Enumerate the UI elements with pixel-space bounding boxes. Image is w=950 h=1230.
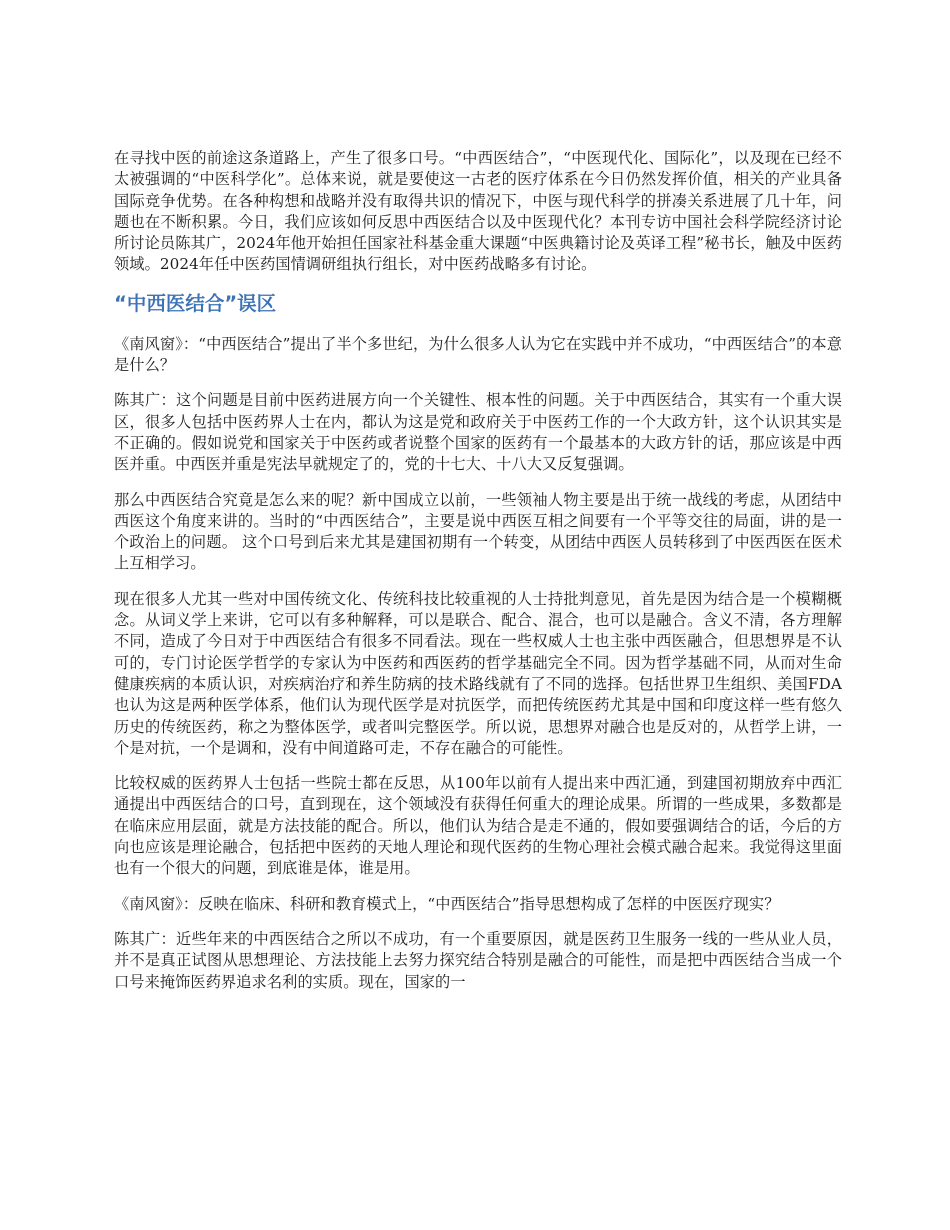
body-paragraph: 比较权威的医药界人士包括一些院士都在反思，从100年以前有人提出来中西汇通，到建国初期放弃中西汇通提出中西医结合的口号，直到现在，这个领域没有获得任何重大的理论成果。所谓的一些成果，多数都是在临床应用层面，就是方法技能的配合。所以，他们认为结合是走不通的，假如要强调结合的话，今后的方向也应该是理论融合，包括把中医药的天地人理论和现代医药的生物心理社会模式融合起来。我觉得这里面也有一个很大的问题，到底谁是体，谁是用。: [114, 774, 842, 878]
question-paragraph: 《南风窗》：反映在临床、科研和教育模式上，“中西医结合”指导思想构成了怎样的中医医疗现实？: [114, 894, 780, 913]
answer-paragraph: 陈其广：近些年来的中西医结合之所以不成功，有一个重要原因，就是医药卫生服务一线的一些从业人员，并不是真正试图从思想理论、方法技能上去努力探究结合特别是融合的可能性，而是把中西医结合当成一个口号来掩饰医药界追求名利的实质。现在，国家的一: [114, 929, 842, 991]
answer-paragraph: 陈其广：这个问题是目前中医药进展方向一个关键性、根本性的问题。关于中西医结合，其实有一个重大误区，很多人包括中医药界人士在内，都认为这是党和政府关于中医药工作的一个大政方针，这个认识其实是不正确的。假如说党和国家关于中医药或者说整个国家的医药有一个最基本的大政方针的话，那应该是中西医并重。中西医并重是宪法早就规定了的，党的十七大、十八大又反复强调。: [114, 391, 842, 474]
intro-paragraph: 在寻找中医的前途这条道路上，产生了很多口号。“中西医结合”，“中医现代化、国际化”，以及现在已经不太被强调的“中医科学化”。总体来说，就是要使这一古老的医疗体系在今日仍然发挥价值，相关的产业具备国际竞争优势。在各种构想和战略并没有取得共识的情况下，中医与现代科学的拼凑关系进展了几十年，问题也在不断积累。今日，我们应该如何反思中西医结合以及中医现代化？本刊专访中国社会科学院经济讨论所讨论员陈其广，2024年他开始担任国家社科基金重大课题“中医典籍讨论及英译工程”秘书长，触及中医药领域。2024年任中医药国情调研组执行组长，对中医药战略多有讨论。: [114, 149, 842, 274]
question-paragraph: 《南风窗》：“中西医结合”提出了半个多世纪，为什么很多人认为它在实践中并不成功，“中西医结合”的本意是什么？: [114, 334, 842, 375]
body-paragraph: 那么中西医结合究竟是怎么来的呢？新中国成立以前，一些领袖人物主要是出于统一战线的考虑，从团结中西医这个角度来讲的。当时的“中西医结合”，主要是说中西医互相之间要有一个平等交往的局面，讲的是一个政治上的问题。 这个口号到后来尤其是建国初期有一个转变，从团结中西医人员转移到了中医西医在医术上互相学习。: [114, 490, 842, 573]
article-page: [114, 148, 842, 1007]
body-paragraph: 现在很多人尤其一些对中国传统文化、传统科技比较重视的人士持批判意见，首先是因为结合是一个模糊概念。从词义学上来讲，它可以有多种解释，可以是联合、配合、混合，也可以是融合。含义不清，各方理解不同，造成了今日对于中西医结合有很多不同看法。现在一些权威人士也主张中西医融合，但思想界是不认可的，专门讨论医学哲学的专家认为中医药和西医药的哲学基础完全不同。因为哲学基础不同，从而对生命健康疾病的本质认识，对疾病治疗和养生防病的技术路线就有了不同的选择。包括世界卫生组织、美国FDA也认为这是两种医学体系，他们认为现代医学是对抗医学，而把传统医药尤其是中国和印度这样一些有悠久历史的传统医药，称之为整体医学，或者叫完整医学。所以说，思想界对融合也是反对的，从哲学上讲，一个是对抗，一个是调和，没有中间道路可走，不存在融合的可能性。: [114, 589, 842, 757]
section-heading: “中西医结合”误区: [114, 291, 277, 315]
